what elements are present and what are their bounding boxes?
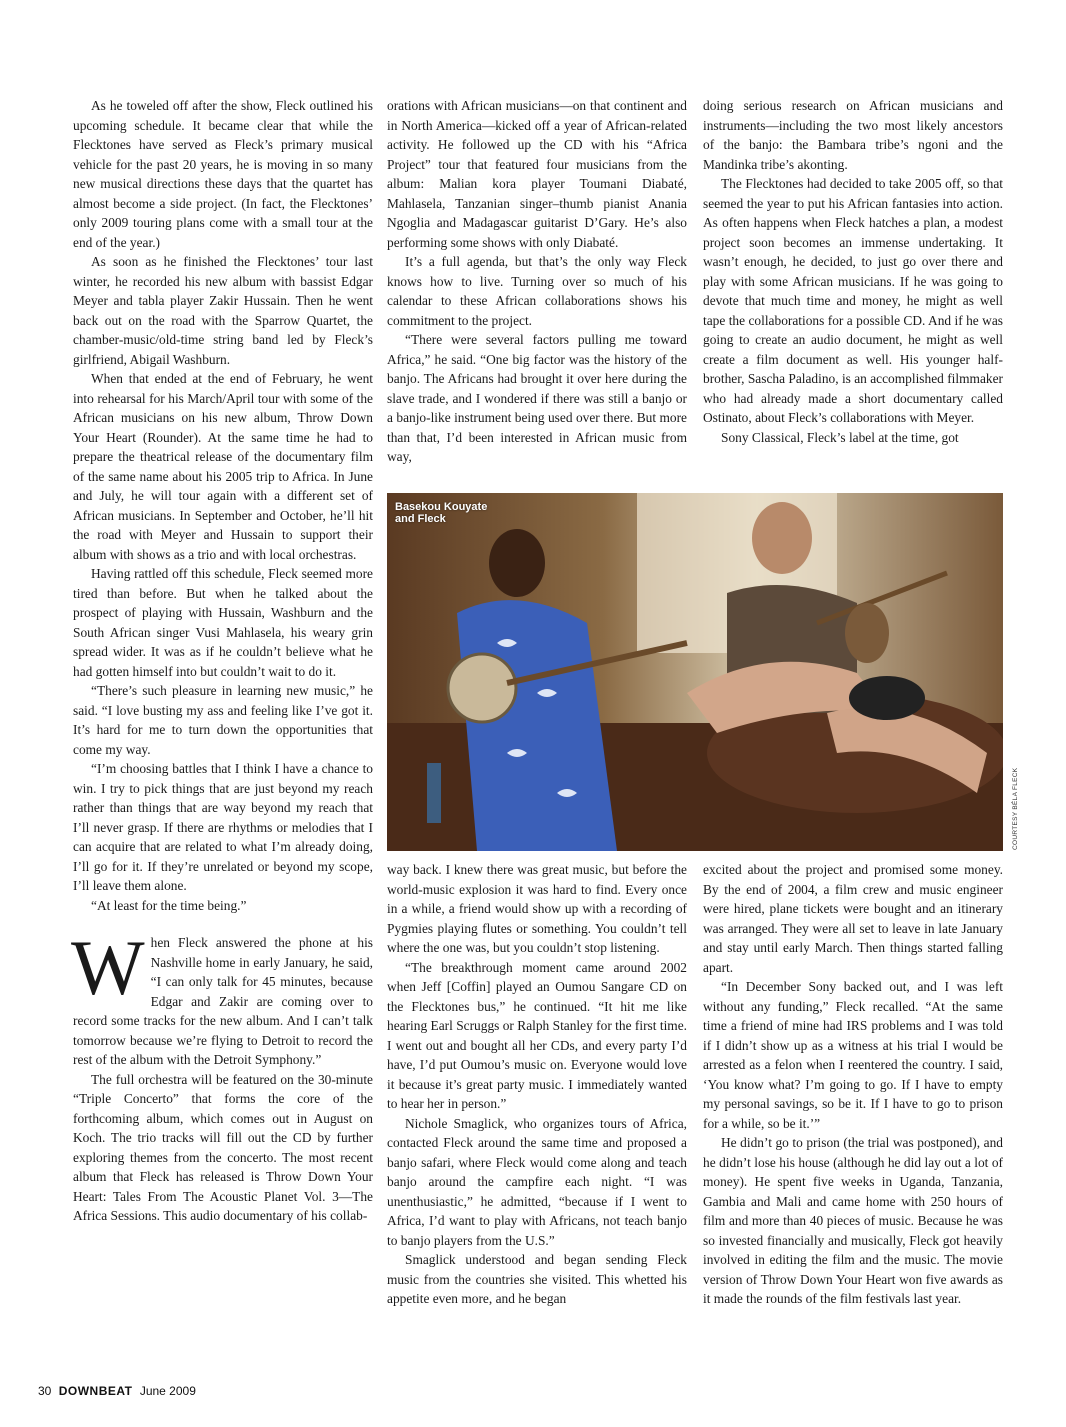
- paragraph: It’s a full agenda, but that’s the only way Fleck knows how to live. Turning over so much of his calendar to these African collaborations shows his commitment to the project.: [387, 254, 687, 328]
- photo-caption: [395, 501, 505, 525]
- issue-date: June 2009: [139, 1384, 196, 1398]
- paragraph: excited about the project and promised some money. By the end of 2004, a film crew and music engineer were hired, plane tickets were bought and an itinerary was arranged. They were all set to leave in late January and stay until early March. Then things started falling apart.: [703, 862, 1003, 975]
- paragraph: Smaglick understood and began sending Fleck music from the countries she visited. This whetted his appetite even more, and he began: [387, 1252, 687, 1306]
- article-photo: [387, 493, 1003, 851]
- article-column-3-bottom: [703, 860, 1003, 1309]
- photo-credit: COURTESY BÉLA FLECK: [1012, 767, 1019, 850]
- paragraph: “I’m choosing battles that I think I have a chance to win. I try to pick things that are just beyond my reach rather than things that are way beyond my reach that I’ll never grasp. If there are rhythms or melodies that I can acquire that are related to what I’m already doing, I’ll go for it. If they’re unrelated or beyond my scope, I’ll leave them alone.: [73, 761, 373, 893]
- paragraph: The full orchestra will be featured on the 30-minute “Triple Concerto” that forms the core of the forthcoming album, which comes out in August on Koch. The trio tracks will fill out the CD by further exploring themes from the concerto. The most recent album that Fleck has released is Throw Down Your Heart: Tales From The Acoustic Planet Vol. 3—The Africa Sessions. This audio documentary of his collab-: [73, 1071, 373, 1223]
- dropcap-paragraph: [71, 924, 373, 1070]
- paragraph: way back. I knew there was great music, but before the world-music explosion it was hard to find. Every once in a while, a friend would show up with a recording of Pygmies playing flutes or something. You couldn’t tell where the one was, but you couldn’t stop listening.: [387, 862, 687, 955]
- paragraph: “There were several factors pulling me toward Africa,” he said. “One big factor was the history of the banjo. The Africans had brought it over here during the slave trade, and I wondered if there was still a banjo or a banjo-like instrument being used over there. But more than that, I’d been interested in African music from way,: [387, 332, 687, 464]
- article-column-1: [73, 96, 373, 1226]
- magazine-name: DOWNBEAT: [58, 1384, 133, 1398]
- paragraph: orations with African musicians—on that continent and in North America—kicked off a year of African-related activity. He followed up the CD with his “Africa Project” tour that featured four musicians from the album: Malian kora player Toumani Diabaté, Mahlasela, Tanzanian singer–thumb pianist Anania Ngoglia and Madagascar guitarist D’Gary. He’s also performing some shows with only Diabaté.: [387, 98, 687, 250]
- article-column-2: [387, 96, 687, 467]
- paragraph: Nichole Smaglick, who organizes tours of Africa, contacted Fleck around the same time and proposed a banjo safari, where Fleck would come along and teach banjo around the campfire each night. “I was unenthusiastic,” he admitted, “because if I went to Africa, I’d want to play with Africans, not teach banjo to banjo players from the U.S.”: [387, 1115, 687, 1248]
- paragraph: As soon as he finished the Flecktones’ tour last winter, he recorded his new album with bassist Edgar Meyer and tabla player Zakir Hussain. Then he went back out on the road with the Sparrow Quartet, the chamber-music/old-time string band led by Fleck’s girlfriend, Abigail Washburn.: [73, 254, 373, 367]
- paragraph: Sony Classical, Fleck’s label at the time, got: [721, 429, 959, 445]
- photo-caption-line: Basekou Kouyate: [395, 501, 488, 513]
- paragraph: Having rattled off this schedule, Fleck seemed more tired than before. But when he talked about the prospect of playing with Hussain, Washburn and the South African singer Vusi Mahlasela, his weary grin spread wider. It was as if he couldn’t believe what he had gotten himself into but couldn’t wait to do it.: [73, 566, 373, 679]
- page-number: 30: [38, 1384, 52, 1398]
- paragraph: He didn’t go to prison (the trial was postponed), and he didn’t lose his house (although he did lay out a lot of money). He spent five weeks in Uganda, Tanzania, Gambia and Mali and came home with 250 hours of film and more than 40 pieces of music. Because he was so invested financially and musically, Fleck got heavily involved in editing the film and the music. The movie version of Throw Down Your Heart won five awards as it made the rounds of the film festivals last year.: [703, 1135, 1003, 1306]
- paragraph: “There’s such pleasure in learning new music,” he said. “I love busting my ass and feeling like I’ve got it. It’s hard for me to turn down the opportunities that come my way.: [73, 683, 373, 757]
- paragraph: “The breakthrough moment came around 2002 when Jeff [Coffin] played an Oumou Sangare CD on the Flecktones bus,” he continued. “It hit me like hearing Earl Scruggs or Ralph Stanley for the first time. I went out and bought all her CDs, and every party I’d have, I’d put Oumou’s music on. Everyone would love it because it’s great party music. I immediately wanted to hear her in person.”: [387, 959, 687, 1111]
- paragraph: doing serious research on African musicians and instruments—including the two most likely ancestors of the banjo: the Bambara tribe’s ngoni and the Mandinka tribe’s akonting.: [703, 98, 1003, 172]
- photo-illustration: [387, 493, 1003, 851]
- paragraph: When that ended at the end of February, he went into rehearsal for his March/April tour with some of the African musicians on his new album, Throw Down Your Heart (Rounder). At the same time he had to prepare the theatrical release of the documentary film of the same name about his 2005 trip to Africa. In June and July, he will tour again with a different set of African musicians. In September and October, he’ll hit the road with Meyer and Hussain to support their album with shows as a trio and with local orchestras.: [73, 371, 373, 562]
- article-column-2-bottom: [387, 860, 687, 1309]
- dropcap-paragraph-text: hen Fleck answered the phone at his Nashville home in early January, he said, “I can only talk for 45 minutes, because Edgar and Zakir are coming over to record some tracks for the new album. And I can’t talk tomorrow because we’re flying to Detroit to record the rest of the album with the Detroit Symphony.”: [73, 935, 373, 1067]
- paragraph: The Flecktones had decided to take 2005 off, so that seemed the year to put his African fantasies into action. As often happens when Fleck hatches a plan, a modest project soon becomes an immense undertaking. It wasn’t enough, he decided, to just go over there and play with some African musicians. If he was going to devote that much time and money, he might as well tape the collaborations for a possible CD. And if he was going to create an audio document, he might as well create a film document as well. His younger half-brother, Sascha Paladino, is an accomplished filmmaker who had already made a short documentary called Ostinato, about Fleck’s collaborations with Meyer.: [703, 176, 1003, 425]
- paragraph: “At least for the time being.”: [91, 897, 247, 913]
- paragraph: “In December Sony backed out, and I was left without any funding,” Fleck recalled. “At the same time a friend of mine had IRS problems and I was told if I didn’t show up as a witness at his trial I would be arrested as a felon when I reentered the country. I said, ‘You know what? I’m going to go. If I have to empty my personal savings, so be it. If I have to go to prison for a while, so be it.’”: [703, 979, 1003, 1131]
- photo-caption-line: and Fleck: [395, 513, 446, 525]
- page-footer: [38, 1384, 196, 1398]
- article-column-3: [703, 96, 1003, 447]
- paragraph: As he toweled off after the show, Fleck outlined his upcoming schedule. It became clear that while the Flecktones have served as Fleck’s primary musical vehicle for the past 20 years, he is moving in so many new musical directions these days that the quartet has almost become a side project. (In fact, the Flecktones’ only 2009 touring plans come with a small tour at the end of the year.): [73, 98, 373, 250]
- dropcap-letter: W: [71, 924, 145, 1011]
